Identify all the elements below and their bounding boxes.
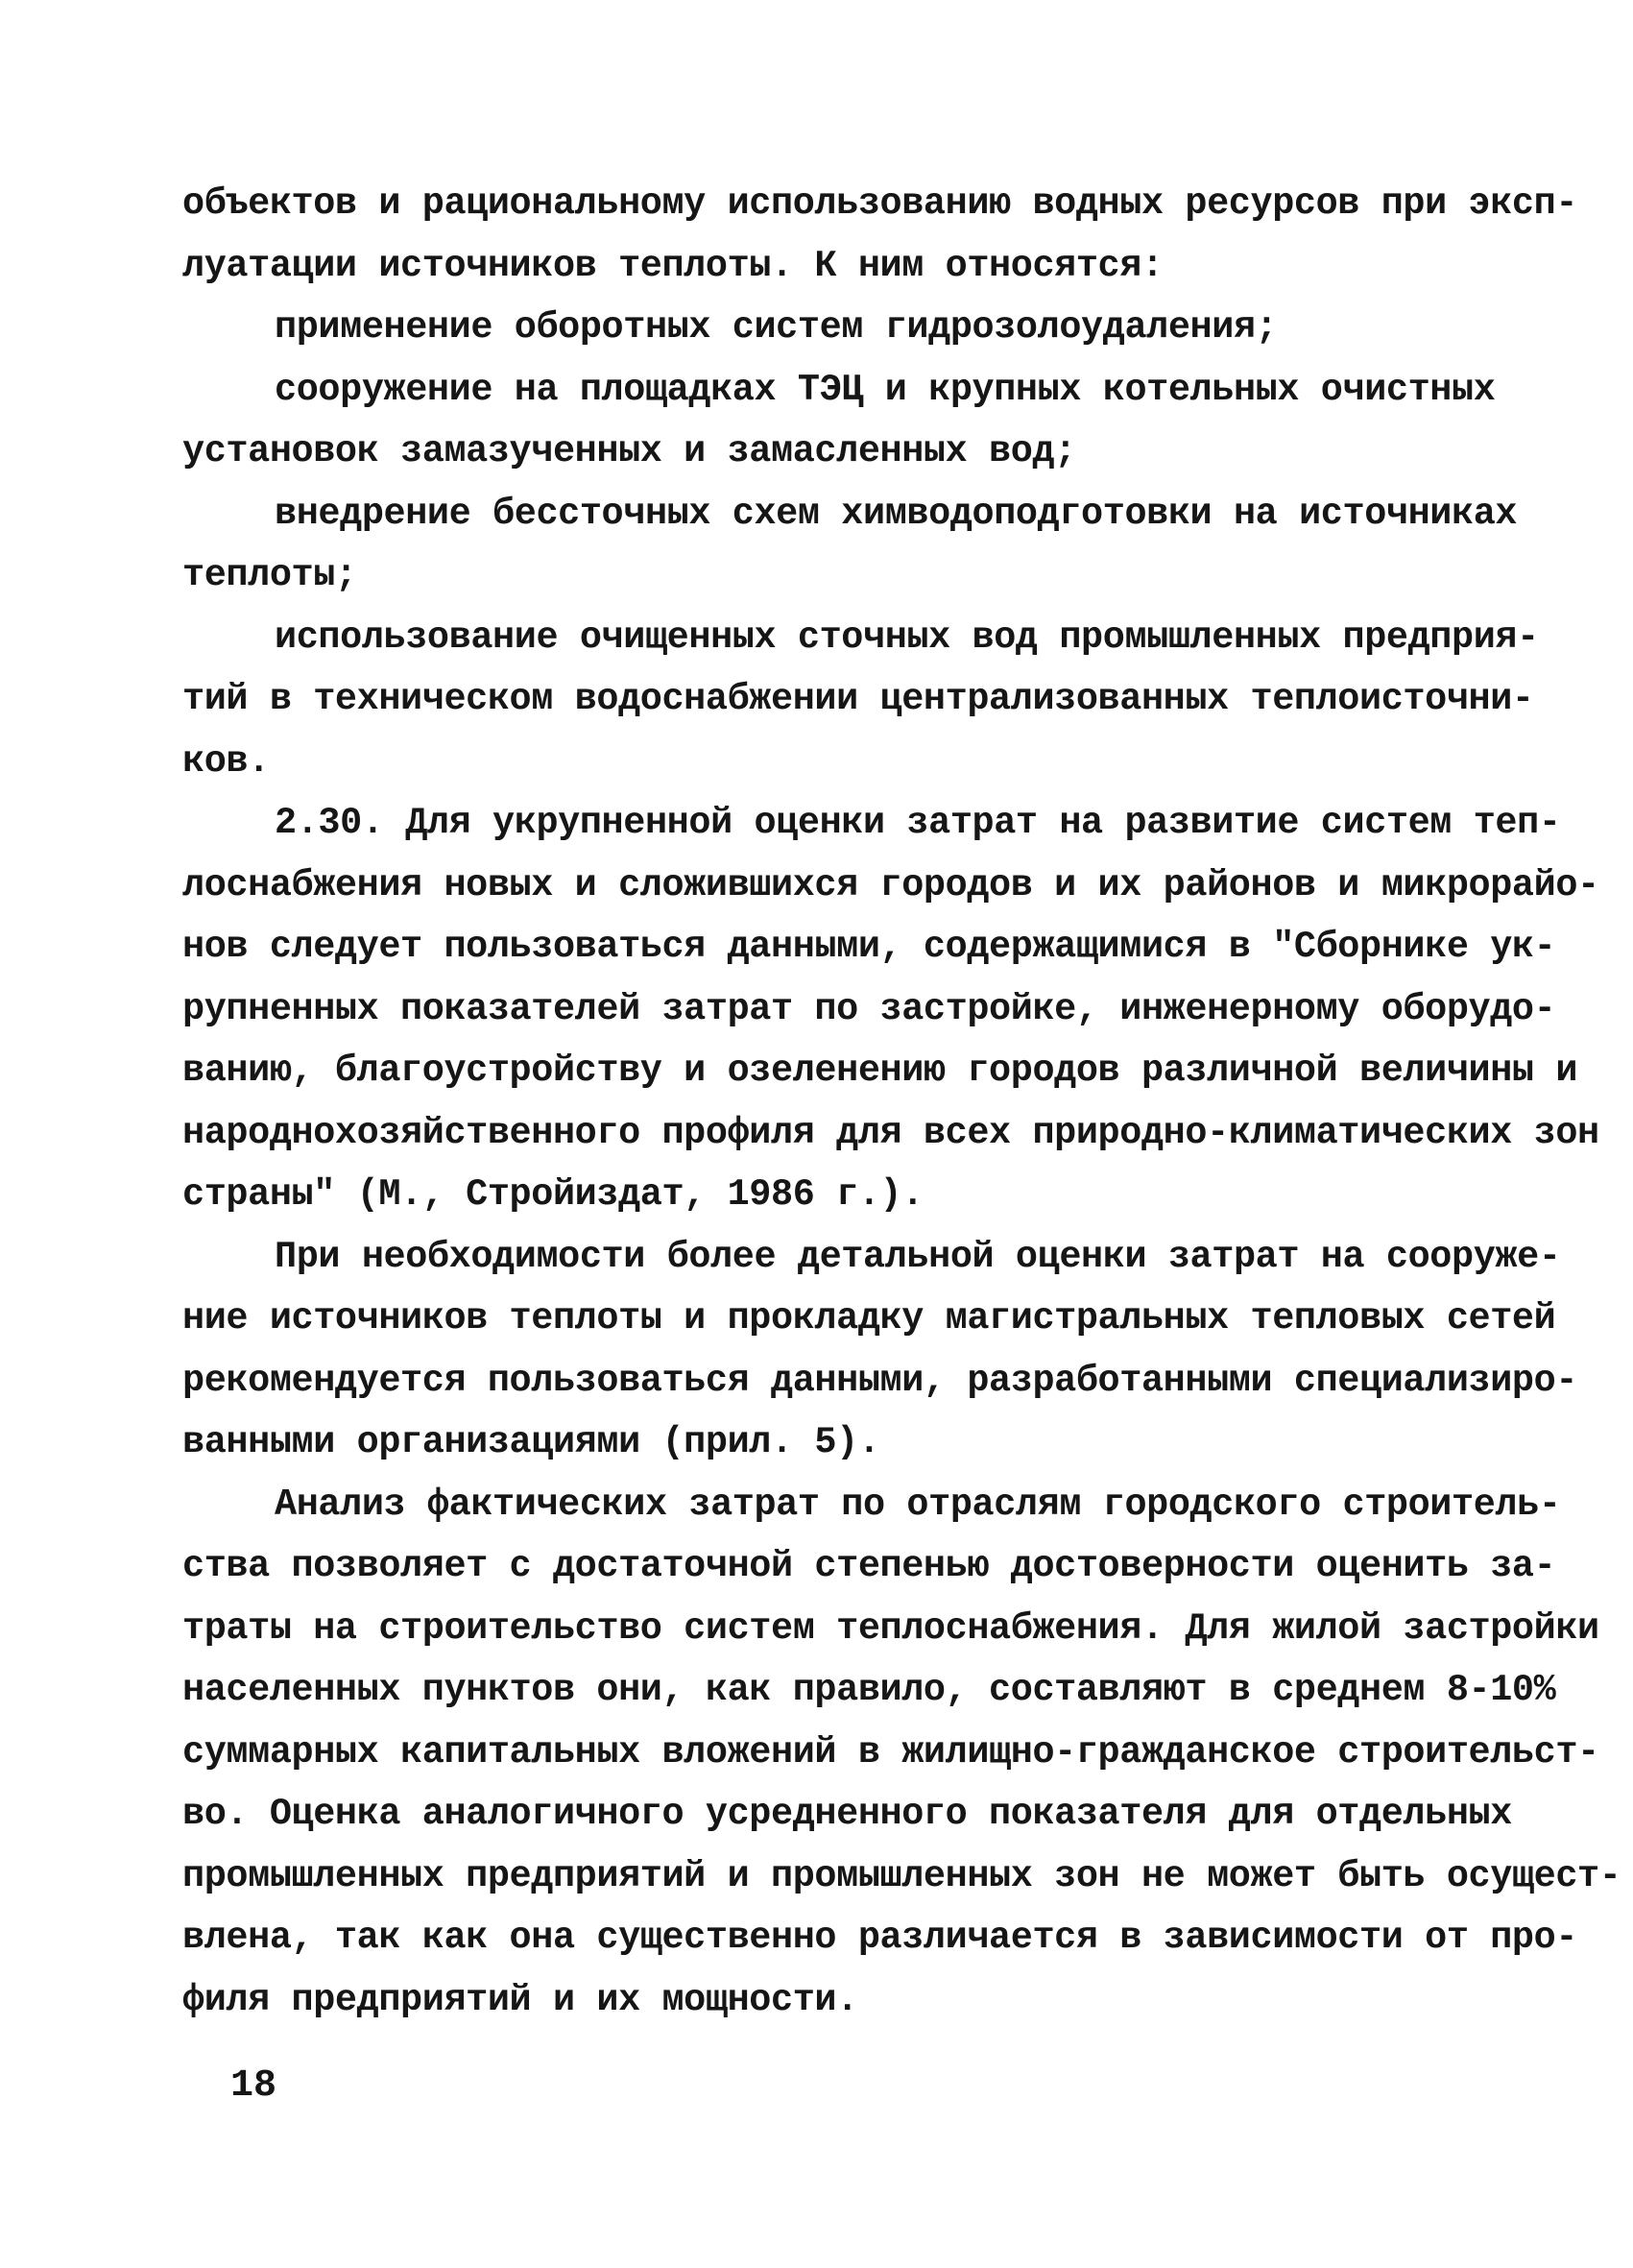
paragraph-text-line: Анализ фактических затрат по отраслям городского строитель- [275,1483,1561,1526]
text-line: лоснабжения новых и сложившихся городов и их районов и микрорайо- [182,863,1599,906]
page-number: 18 [230,2064,277,2108]
text-line: рекомендуется пользоваться данными, разработанными специализиро- [182,1359,1578,1402]
text-line: луатации источников теплоты. К ним относятся: [182,244,1164,287]
text-line: рупненных показателей затрат по застройке, инженерному оборудо- [182,987,1556,1030]
paragraph-text-line: При необходимости более детальной оценки затрат на сооруже- [275,1235,1561,1278]
text-line: народнохозяйственного профиля для всех природно-климатических зон [182,1111,1599,1154]
text-line: промышленных предприятий и промышленных зон не может быть осущест- [182,1854,1621,1897]
text-line: страны" (М., Стройиздат, 1986 г.). [182,1173,924,1216]
text-line: филя предприятий и их мощности. [182,1978,858,2021]
text-line: установок замазученных и замасленных вод; [182,430,1076,472]
text-line: ства позволяет с достаточной степенью достоверности оценить за- [182,1545,1556,1587]
text-line: объектов и рациональному использованию водных ресурсов при эксп- [182,182,1578,225]
text-line: влена, так как она существенно различается в зависимости от про- [182,1917,1578,1959]
text-line: траты на строительство систем теплоснабжения. Для жилой застройки [182,1606,1599,1650]
list-item-text-line: использование очищенных сточных вод промышленных предприя- [275,615,1539,659]
text-line: во. Оценка аналогичного усредненного показателя для отдельных [182,1793,1512,1835]
text-line: тий в техническом водоснабжении централизованных теплоисточни- [182,678,1534,720]
text-line: суммарных капитальных вложений в жилищно-гражданское строительст- [182,1730,1599,1773]
text-line: ние источников теплоты и прокладку магистральных тепловых сетей [182,1297,1556,1339]
text-line: ванию, благоустройству и озеленению городов различной величины и [182,1050,1578,1092]
list-item-text-line: внедрение бессточных схем химводоподготовки на источниках [275,492,1518,535]
list-item-text-line: применение оборотных систем гидрозолоудаления; [275,306,1278,349]
text-line: населенных пунктов они, как правило, составляют в среднем 8-10% [182,1669,1556,1711]
text-line: ков. [182,739,270,783]
text-line: нов следует пользоваться данными, содержащимися в "Сборнике ук- [182,926,1556,968]
list-item-text-line: сооружение на площадках ТЭЦ и крупных котельных очистных [275,368,1496,411]
text-line: теплоты; [182,554,357,596]
section-2-30-text-line: 2.30. Для укрупненной оценки затрат на развитие систем теп- [275,802,1561,844]
text-line: ванными организациями (прил. 5). [182,1421,880,1463]
body-text [182,173,1621,2031]
